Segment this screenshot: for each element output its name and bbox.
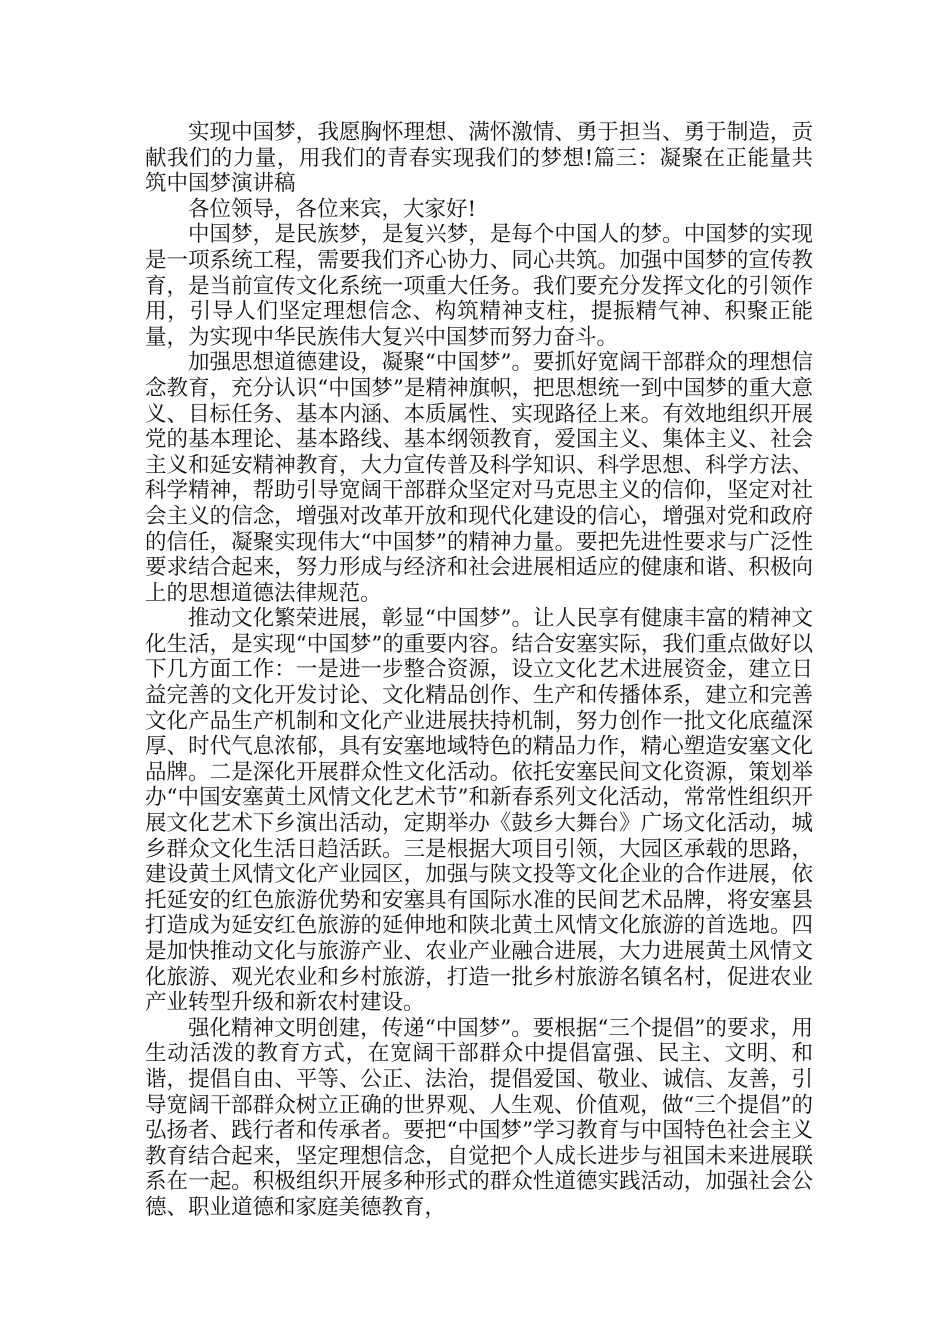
paragraph-4: 加强思想道德建设，凝聚“中国梦”。要抓好宽阔干部群众的理想信念教育，充分认识“中国梦”是精神旗帜，把思想统一到中国梦的重大意义、目标任务、基本内涵、本质属性、实现路径上来。有效地组织开展党的基本理论、基本路线、基本纲领教育，爱国主义、集体主义、社会主义和延安精神教育，大力宣传普及科学知识、科学思想、科学方法、科学精神，帮助引导宽阔干部群众坚定对马克思主义的信仰，坚定对社会主义的信念，增强对改革开放和现代化建设的信心，增强对党和政府的信任，凝聚实现伟大“中国梦”的精神力量。要把先进性要求与广泛性要求结合起来，努力形成与经济和社会进展相适应的健康和谐、积极向上的思想道德法律规范。 <box>145 350 813 606</box>
paragraph-1: 实现中国梦，我愿胸怀理想、满怀激情、勇于担当、勇于制造，贡献我们的力量，用我们的青春实现我们的梦想!篇三：凝聚在正能量共筑中国梦演讲稿 <box>145 120 813 197</box>
paragraph-3: 中国梦，是民族梦，是复兴梦，是每个中国人的梦。中国梦的实现是一项系统工程，需要我们齐心协力、同心共筑。加强中国梦的宣传教育，是当前宣传文化系统一项重大任务。我们要充分发挥文化的引领作用，引导人们坚定理想信念、构筑精神支柱，提振精气神、积聚正能量，为实现中华民族伟大复兴中国梦而努力奋斗。 <box>145 222 813 350</box>
paragraph-5: 推动文化繁荣进展，彰显“中国梦”。让人民享有健康丰富的精神文化生活，是实现“中国梦”的重要内容。结合安塞实际，我们重点做好以下几方面工作：一是进一步整合资源，设立文化艺术进展资金，建立日益完善的文化开发讨论、文化精品创作、生产和传播体系，建立和完善文化产品生产机制和文化产业进展扶持机制，努力创作一批文化底蕴深厚、时代气息浓郁，具有安塞地域特色的精品力作，精心塑造安塞文化品牌。二是深化开展群众性文化活动。依托安塞民间文化资源，策划举办“中国安塞黄土风情文化艺术节”和新春系列文化活动，常常性组织开展文化艺术下乡演出活动，定期举办《鼓乡大舞台》广场文化活动，城乡群众文化生活日趋活跃。三是根据大项目引领，大园区承载的思路，建设黄土风情文化产业园区，加强与陕文投等文化企业的合作进展，依托延安的红色旅游优势和安塞具有国际水准的民间艺术品牌，将安塞县打造成为延安红色旅游的延伸地和陕北黄土风情文化旅游的首选地。四是加快推动文化与旅游产业、农业产业融合进展，大力进展黄土风情文化旅游、观光农业和乡村旅游，打造一批乡村旅游名镇名村，促进农业产业转型升级和新农村建设。 <box>145 606 813 1016</box>
paragraph-2-greeting: 各位领导，各位来宾，大家好! <box>188 196 477 222</box>
document-body <box>145 120 813 1221</box>
paragraph-6: 强化精神文明创建，传递“中国梦”。要根据“三个提倡”的要求，用生动活泼的教育方式，在宽阔干部群众中提倡富强、民主、文明、和谐，提倡自由、平等、公正、法治，提倡爱国、敬业、诚信、友善，引导宽阔干部群众树立正确的世界观、人生观、价值观，做“三个提倡”的弘扬者、践行者和传承者。要把“中国梦”学习教育与中国特色社会主义教育结合起来，坚定理想信念，自觉把个人成长进步与祖国未来进展联系在一起。积极组织开展多种形式的群众性道德实践活动，加强社会公德、职业道德和家庭美德教育， <box>145 1015 813 1220</box>
